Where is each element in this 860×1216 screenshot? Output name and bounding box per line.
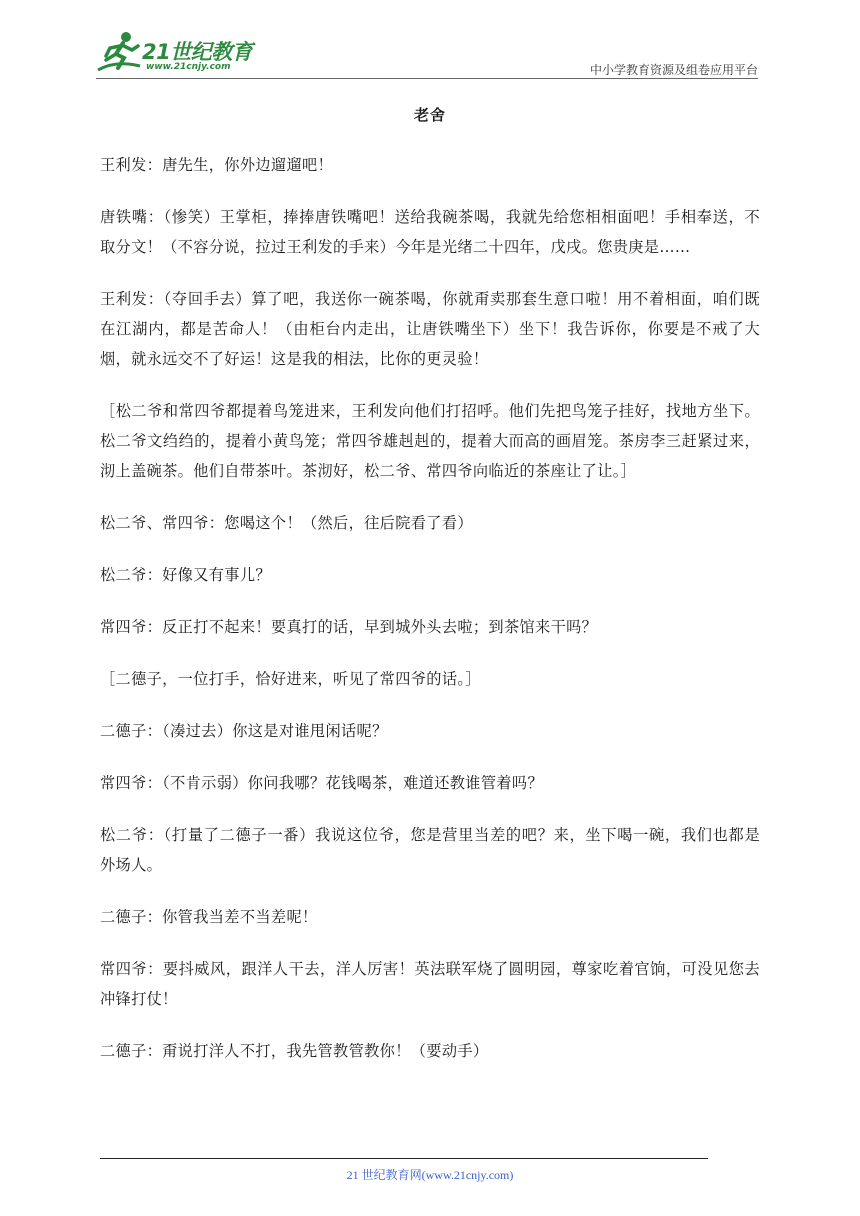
paragraph: 王利发：唐先生，你外边遛遛吧！ xyxy=(100,156,334,174)
page-header xyxy=(96,30,758,82)
footer-divider xyxy=(100,1158,708,1159)
logo-url: www.21cnjy.com xyxy=(146,62,231,72)
paragraph: 二德子：甭说打洋人不打，我先管教管教你！（要动手） xyxy=(100,1042,489,1060)
paragraph: 二德子：你管我当差不当差呢！ xyxy=(100,908,318,926)
running-figure-icon xyxy=(96,30,144,76)
paragraph: 常四爷：反正打不起来！要真打的话，早到城外头去啦；到茶馆来干吗？ xyxy=(100,618,598,636)
site-logo[interactable] xyxy=(96,30,266,78)
paragraph: 常四爷：（不肯示弱）你问我哪？花钱喝茶，难道还教谁管着吗？ xyxy=(100,774,543,792)
paragraph: 松二爷、常四爷：您喝这个！（然后，往后院看了看） xyxy=(100,514,473,532)
document-title: 老舍 xyxy=(413,106,446,124)
paragraph: 唐铁嘴：（惨笑）王掌柜，捧捧唐铁嘴吧！送给我碗茶喝，我就先给您相相面吧！手相奉送，不取分文！（不容分说，拉过王利发的手来）今年是光绪二十四年，戊戌。您贵庚是…… xyxy=(100,208,760,256)
paragraph: 王利发：（夺回手去）算了吧，我送你一碗茶喝，你就甭卖那套生意口啦！用不着相面，咱们既在江湖内，都是苦命人！（由柜台内走出，让唐铁嘴坐下）坐下！我告诉你，你要是不戒了大烟，就永远交不了好运！这是我的相法，比你的更灵验！ xyxy=(100,290,760,368)
logo-text: 21世纪教育 xyxy=(142,40,253,64)
paragraph: ［松二爷和常四爷都提着鸟笼进来，王利发向他们打招呼。他们先把鸟笼子挂好，找地方坐下。松二爷文绉绉的，提着小黄鸟笼；常四爷雄赳赳的，提着大而高的画眉笼。茶房李三赶紧过来，沏上盖碗茶。他们自带茶叶。茶沏好，松二爷、常四爷向临近的茶座让了让。］ xyxy=(100,402,760,480)
paragraph: 松二爷：（打量了二德子一番）我说这位爷，您是营里当差的吧？来，坐下喝一碗，我们也都是外场人。 xyxy=(100,826,760,874)
paragraph: 常四爷：要抖威风，跟洋人干去，洋人厉害！英法联军烧了圆明园，尊家吃着官饷，可没见您去冲锋打仗！ xyxy=(100,960,760,1008)
footer-link[interactable]: 21 世纪教育网(www.21cnjy.com) xyxy=(346,1168,514,1182)
paragraph: 松二爷：好像又有事儿？ xyxy=(100,566,271,584)
paragraph: 二德子：（凑过去）你这是对谁甩闲话呢？ xyxy=(100,722,388,740)
paragraph: ［二德子，一位打手，恰好进来，听见了常四爷的话。］ xyxy=(100,670,481,688)
header-tagline: 中小学教育资源及组卷应用平台 xyxy=(589,63,758,77)
document-body xyxy=(100,150,760,1088)
header-divider xyxy=(96,78,758,79)
